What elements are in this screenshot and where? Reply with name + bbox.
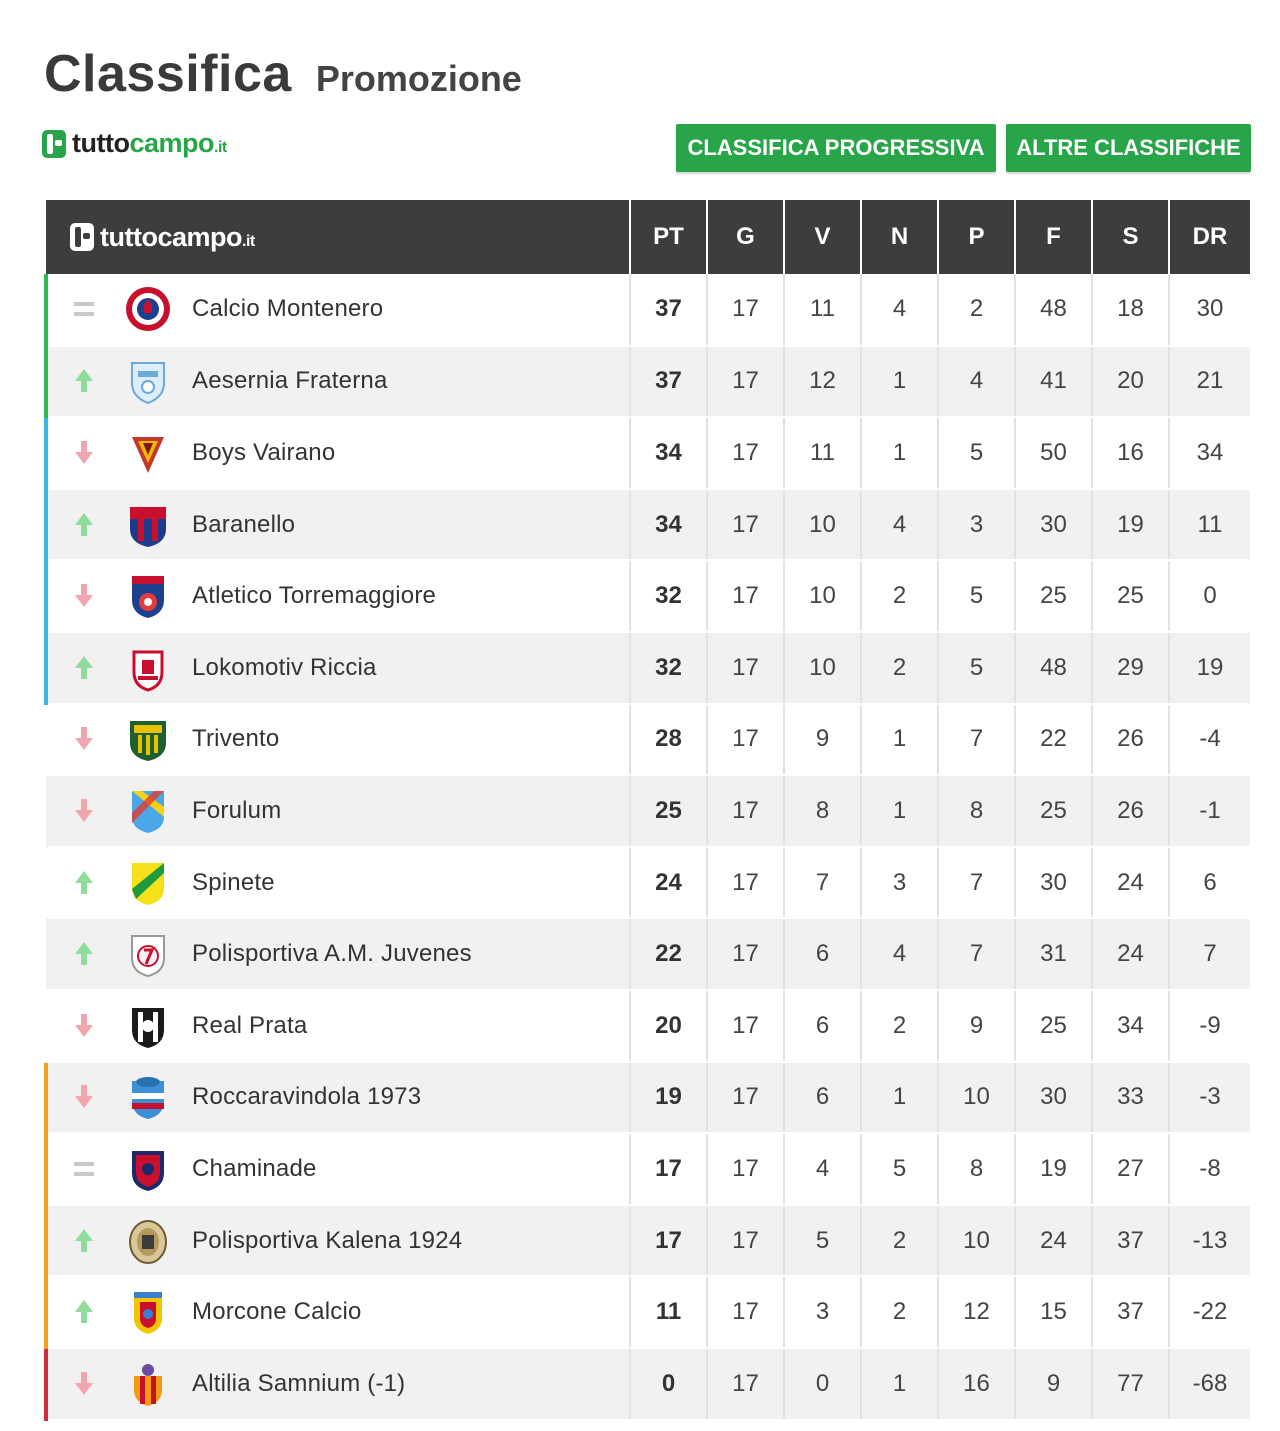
losses-cell: 4 [938, 346, 1015, 418]
team-cell [46, 1062, 630, 1134]
points-cell: 20 [630, 990, 707, 1062]
team-crest-icon [124, 357, 172, 405]
table-row[interactable] [46, 1276, 1250, 1348]
trend-down-icon [70, 581, 98, 611]
goal-diff-cell: -1 [1169, 775, 1250, 847]
column-header-v[interactable]: V [784, 200, 861, 274]
draws-cell: 2 [861, 990, 938, 1062]
wins-cell: 9 [784, 704, 861, 776]
points-cell: 17 [630, 1205, 707, 1277]
table-row[interactable] [46, 417, 1250, 489]
table-row[interactable] [46, 704, 1250, 776]
column-header-f[interactable]: F [1015, 200, 1092, 274]
wins-cell: 12 [784, 346, 861, 418]
draws-cell: 4 [861, 489, 938, 561]
goals-against-cell: 25 [1092, 560, 1169, 632]
draws-cell: 1 [861, 346, 938, 418]
points-cell: 34 [630, 489, 707, 561]
wins-cell: 6 [784, 990, 861, 1062]
team-crest-icon [124, 501, 172, 549]
played-cell: 17 [707, 346, 784, 418]
team-name[interactable]: Aesernia Fraterna [192, 367, 388, 395]
goal-diff-cell: 7 [1169, 918, 1250, 990]
points-cell: 34 [630, 417, 707, 489]
standings-table [44, 200, 1250, 1421]
team-crest-icon [124, 285, 172, 333]
played-cell: 17 [707, 990, 784, 1062]
played-cell: 17 [707, 704, 784, 776]
team-cell [46, 346, 630, 418]
standings-actions [676, 124, 1251, 172]
team-name[interactable]: Lokomotiv Riccia [192, 653, 377, 681]
trend-down-icon [70, 1369, 98, 1399]
trend-up-icon [70, 1297, 98, 1327]
trend-down-icon [70, 1011, 98, 1041]
goal-diff-cell: 21 [1169, 346, 1250, 418]
points-cell: 0 [630, 1348, 707, 1420]
trend-up-icon [70, 1226, 98, 1256]
trend-up-icon [70, 939, 98, 969]
goals-against-cell: 77 [1092, 1348, 1169, 1420]
losses-cell: 10 [938, 1062, 1015, 1134]
goals-against-cell: 26 [1092, 704, 1169, 776]
goals-against-cell: 29 [1092, 632, 1169, 704]
classifica-progressiva-button[interactable]: CLASSIFICA PROGRESSIVA [676, 124, 996, 172]
points-cell: 11 [630, 1276, 707, 1348]
column-header-dr[interactable]: DR [1169, 200, 1250, 274]
tuttocampo-header-logo-icon [70, 223, 94, 251]
goals-for-cell: 19 [1015, 1133, 1092, 1205]
page-title: Classifica [44, 45, 292, 103]
losses-cell: 7 [938, 847, 1015, 919]
trend-down-icon [70, 1082, 98, 1112]
team-cell [46, 775, 630, 847]
losses-cell: 5 [938, 417, 1015, 489]
draws-cell: 4 [861, 274, 938, 346]
losses-cell: 10 [938, 1205, 1015, 1277]
table-row[interactable] [46, 346, 1250, 418]
team-name[interactable]: Boys Vairano [192, 438, 336, 466]
goal-diff-cell: -9 [1169, 990, 1250, 1062]
team-cell [46, 274, 630, 346]
goals-for-cell: 50 [1015, 417, 1092, 489]
team-name[interactable]: Morcone Calcio [192, 1298, 362, 1326]
points-cell: 28 [630, 704, 707, 776]
team-cell [46, 1133, 630, 1205]
goals-against-cell: 26 [1092, 775, 1169, 847]
points-cell: 37 [630, 274, 707, 346]
wins-cell: 3 [784, 1276, 861, 1348]
losses-cell: 3 [938, 489, 1015, 561]
wins-cell: 6 [784, 918, 861, 990]
trend-up-icon [70, 653, 98, 683]
draws-cell: 4 [861, 918, 938, 990]
table-row[interactable] [46, 775, 1250, 847]
table-row[interactable] [46, 1205, 1250, 1277]
tuttocampo-logo[interactable] [42, 128, 227, 159]
goal-diff-cell: 0 [1169, 560, 1250, 632]
trend-equal-icon [70, 1154, 98, 1184]
played-cell: 17 [707, 1205, 784, 1277]
team-crest-icon [124, 429, 172, 477]
wins-cell: 4 [784, 1133, 861, 1205]
goals-against-cell: 24 [1092, 847, 1169, 919]
losses-cell: 7 [938, 918, 1015, 990]
wins-cell: 0 [784, 1348, 861, 1420]
team-crest-icon [124, 787, 172, 835]
team-crest-icon [124, 715, 172, 763]
goal-diff-cell: 11 [1169, 489, 1250, 561]
losses-cell: 9 [938, 990, 1015, 1062]
draws-cell: 2 [861, 632, 938, 704]
points-cell: 24 [630, 847, 707, 919]
table-header-brand: tuttocampo.it [46, 200, 630, 274]
played-cell: 17 [707, 1276, 784, 1348]
losses-cell: 12 [938, 1276, 1015, 1348]
team-name[interactable]: Forulum [192, 796, 282, 824]
goals-for-cell: 22 [1015, 704, 1092, 776]
table-row[interactable] [46, 847, 1250, 919]
goals-for-cell: 15 [1015, 1276, 1092, 1348]
wins-cell: 5 [784, 1205, 861, 1277]
trend-up-icon [70, 510, 98, 540]
goals-for-cell: 25 [1015, 775, 1092, 847]
team-cell [46, 990, 630, 1062]
column-header-pt[interactable]: PT [630, 200, 707, 274]
goals-for-cell: 25 [1015, 560, 1092, 632]
trend-down-icon [70, 796, 98, 826]
losses-cell: 16 [938, 1348, 1015, 1420]
played-cell: 17 [707, 775, 784, 847]
goals-for-cell: 31 [1015, 918, 1092, 990]
losses-cell: 5 [938, 560, 1015, 632]
goal-diff-cell: -8 [1169, 1133, 1250, 1205]
team-name[interactable]: Real Prata [192, 1011, 308, 1039]
points-cell: 19 [630, 1062, 707, 1134]
points-cell: 32 [630, 560, 707, 632]
team-crest-icon [124, 572, 172, 620]
wins-cell: 7 [784, 847, 861, 919]
team-name[interactable]: Altilia Samnium (-1) [192, 1369, 406, 1397]
team-cell [46, 632, 630, 704]
draws-cell: 5 [861, 1133, 938, 1205]
wins-cell: 10 [784, 632, 861, 704]
played-cell: 17 [707, 847, 784, 919]
points-cell: 25 [630, 775, 707, 847]
team-crest-icon [124, 1073, 172, 1121]
table-header-row [46, 200, 1250, 274]
wins-cell: 10 [784, 489, 861, 561]
points-cell: 32 [630, 632, 707, 704]
goals-for-cell: 30 [1015, 847, 1092, 919]
table-row[interactable] [46, 1348, 1250, 1420]
table-row[interactable] [46, 1062, 1250, 1134]
team-cell [46, 560, 630, 632]
draws-cell: 1 [861, 704, 938, 776]
trend-up-icon [70, 366, 98, 396]
table-row[interactable] [46, 918, 1250, 990]
wins-cell: 11 [784, 274, 861, 346]
table-row[interactable] [46, 1133, 1250, 1205]
page-header [44, 44, 522, 104]
goals-for-cell: 48 [1015, 274, 1092, 346]
team-crest-icon [124, 1002, 172, 1050]
table-row[interactable] [46, 274, 1250, 346]
draws-cell: 1 [861, 1348, 938, 1420]
played-cell: 17 [707, 1348, 784, 1420]
wins-cell: 11 [784, 417, 861, 489]
wins-cell: 8 [784, 775, 861, 847]
goals-against-cell: 20 [1092, 346, 1169, 418]
goals-against-cell: 27 [1092, 1133, 1169, 1205]
played-cell: 17 [707, 417, 784, 489]
column-header-s[interactable]: S [1092, 200, 1169, 274]
team-crest-icon [124, 1145, 172, 1193]
draws-cell: 2 [861, 1276, 938, 1348]
draws-cell: 1 [861, 775, 938, 847]
draws-cell: 2 [861, 1205, 938, 1277]
draws-cell: 3 [861, 847, 938, 919]
team-cell [46, 704, 630, 776]
column-header-n[interactable]: N [861, 200, 938, 274]
played-cell: 17 [707, 560, 784, 632]
team-crest-icon [124, 1360, 172, 1408]
team-cell [46, 417, 630, 489]
goals-for-cell: 30 [1015, 489, 1092, 561]
column-header-g[interactable]: G [707, 200, 784, 274]
goals-for-cell: 48 [1015, 632, 1092, 704]
team-crest-icon [124, 1288, 172, 1336]
team-cell [46, 1205, 630, 1277]
table-row[interactable] [46, 489, 1250, 561]
table-row[interactable] [46, 632, 1250, 704]
goal-diff-cell: -68 [1169, 1348, 1250, 1420]
team-crest-icon [124, 644, 172, 692]
played-cell: 17 [707, 1062, 784, 1134]
goals-against-cell: 37 [1092, 1276, 1169, 1348]
draws-cell: 1 [861, 417, 938, 489]
goal-diff-cell: -13 [1169, 1205, 1250, 1277]
goals-for-cell: 30 [1015, 1062, 1092, 1134]
losses-cell: 8 [938, 775, 1015, 847]
team-name[interactable]: Spinete [192, 868, 275, 896]
losses-cell: 7 [938, 704, 1015, 776]
goal-diff-cell: -22 [1169, 1276, 1250, 1348]
team-name[interactable]: Atletico Torremaggiore [192, 582, 437, 610]
team-cell [46, 918, 630, 990]
team-cell [46, 1348, 630, 1420]
trend-down-icon [70, 724, 98, 754]
team-name[interactable]: Polisportiva Kalena 1924 [192, 1226, 463, 1254]
played-cell: 17 [707, 274, 784, 346]
team-name[interactable]: Chaminade [192, 1154, 317, 1182]
goals-against-cell: 19 [1092, 489, 1169, 561]
played-cell: 17 [707, 489, 784, 561]
altre-classifiche-button[interactable]: ALTRE CLASSIFICHE [1006, 124, 1251, 172]
column-header-p[interactable]: P [938, 200, 1015, 274]
goals-for-cell: 24 [1015, 1205, 1092, 1277]
team-cell [46, 847, 630, 919]
page-subtitle: Promozione [315, 58, 522, 99]
goals-against-cell: 33 [1092, 1062, 1169, 1134]
goals-for-cell: 41 [1015, 346, 1092, 418]
played-cell: 17 [707, 1133, 784, 1205]
goal-diff-cell: 30 [1169, 274, 1250, 346]
tuttocampo-logo-text: tuttocampo.it [72, 128, 227, 158]
team-crest-icon [124, 859, 172, 907]
tuttocampo-logo-icon [42, 130, 66, 158]
goals-against-cell: 16 [1092, 417, 1169, 489]
team-name[interactable]: Polisportiva A.M. Juvenes [192, 940, 472, 968]
goals-for-cell: 9 [1015, 1348, 1092, 1420]
wins-cell: 6 [784, 1062, 861, 1134]
team-cell [46, 489, 630, 561]
goal-diff-cell: 19 [1169, 632, 1250, 704]
losses-cell: 2 [938, 274, 1015, 346]
goals-against-cell: 34 [1092, 990, 1169, 1062]
team-name[interactable]: Baranello [192, 510, 296, 538]
points-cell: 22 [630, 918, 707, 990]
goals-against-cell: 18 [1092, 274, 1169, 346]
team-cell [46, 1276, 630, 1348]
goals-against-cell: 24 [1092, 918, 1169, 990]
team-crest-icon [124, 930, 172, 978]
team-name[interactable]: Calcio Montenero [192, 295, 384, 323]
trend-equal-icon [70, 294, 98, 324]
goal-diff-cell: 6 [1169, 847, 1250, 919]
played-cell: 17 [707, 632, 784, 704]
goals-for-cell: 25 [1015, 990, 1092, 1062]
team-name[interactable]: Roccaravindola 1973 [192, 1083, 422, 1111]
losses-cell: 5 [938, 632, 1015, 704]
goal-diff-cell: -3 [1169, 1062, 1250, 1134]
draws-cell: 1 [861, 1062, 938, 1134]
trend-down-icon [70, 438, 98, 468]
points-cell: 17 [630, 1133, 707, 1205]
team-name[interactable]: Trivento [192, 725, 280, 753]
table-row[interactable] [46, 990, 1250, 1062]
played-cell: 17 [707, 918, 784, 990]
draws-cell: 2 [861, 560, 938, 632]
goal-diff-cell: -4 [1169, 704, 1250, 776]
table-row[interactable] [46, 560, 1250, 632]
goals-against-cell: 37 [1092, 1205, 1169, 1277]
goal-diff-cell: 34 [1169, 417, 1250, 489]
points-cell: 37 [630, 346, 707, 418]
losses-cell: 8 [938, 1133, 1015, 1205]
team-crest-icon [124, 1217, 172, 1265]
trend-up-icon [70, 868, 98, 898]
wins-cell: 10 [784, 560, 861, 632]
